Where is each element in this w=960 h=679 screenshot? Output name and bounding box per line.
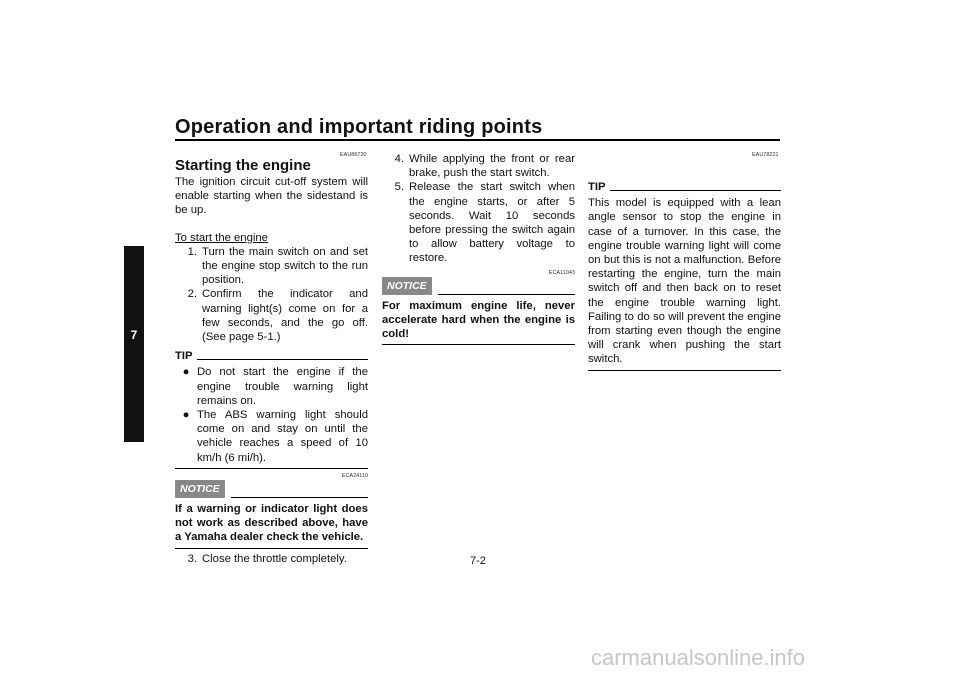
tip-end-rule — [175, 468, 368, 469]
column-2 — [382, 152, 575, 345]
tip-code: EAU78221 — [752, 152, 779, 158]
notice-code: ECA24110 — [341, 472, 368, 479]
header-rule — [175, 139, 780, 141]
step-text: Close the throttle completely. — [202, 552, 347, 565]
watermark: carmanualsonline.info — [591, 645, 806, 670]
notice-text: For maximum engine life, never accelerate hard when the engine is cold! — [382, 299, 575, 341]
tip-text: This model is equipped with a lean angle sensor to stop the engine in case of a turnover. In this case, the engine trouble warning light will come on but this is not a malfunction. Before restarting the engine, turn the main switch off and then back on to reset the engine trouble warning light. Failing to do so will prevent the engine from starting even though the engine will crank when pushing the start switch. — [588, 197, 781, 366]
tip-bullet-text: The ABS warning light should come on and stay on until the vehicle reaches a speed of 10 km/h (6 mi/h). — [197, 409, 368, 464]
section-title: Starting the engine — [175, 157, 311, 174]
notice-rule — [231, 497, 368, 498]
tip-label: TIP — [588, 181, 606, 193]
step-text: Confirm the indicator and warning light(s) come on for a few seconds, and the go off. (See page 5-1.) — [202, 288, 368, 344]
step-text: Turn the main switch on and set the engine stop switch to the run position. — [202, 245, 368, 287]
step-number: 5. — [394, 181, 404, 194]
notice-heading — [175, 480, 368, 498]
tip-rule — [610, 190, 781, 191]
step-item — [382, 152, 575, 180]
step-number: 4. — [394, 153, 404, 165]
tip-end-rule — [588, 370, 781, 371]
chapter-tab: 7 — [124, 246, 144, 442]
notice-badge: NOTICE — [382, 277, 432, 295]
tip-rule — [197, 359, 368, 360]
step-item — [175, 245, 368, 288]
step-item — [175, 552, 368, 566]
step-item — [382, 180, 575, 265]
notice-text: If a warning or indicator light does not work as described above, have a Yamaha dealer check the vehicle. — [175, 503, 368, 544]
step-number: 3. — [187, 552, 197, 565]
notice-rule — [438, 294, 575, 295]
step-item — [175, 287, 368, 344]
tip-bullet — [175, 408, 368, 465]
tip-heading — [175, 349, 368, 363]
section-code: EAU86720 — [340, 152, 367, 158]
intro-paragraph: The ignition circuit cut-off system will enable starting when the sidestand is be up. — [175, 176, 368, 217]
page-header-title: Operation and important riding points — [175, 116, 543, 138]
step-text: While applying the front or rear brake, push the start switch. — [409, 153, 575, 180]
notice-end-rule — [175, 548, 368, 549]
subheading: To start the engine — [175, 231, 268, 244]
tip-bullet-text: Do not start the engine if the engine trouble warning light remains on. — [197, 366, 368, 407]
bullet-icon: ● — [182, 366, 190, 379]
page-number: 7-2 — [470, 555, 486, 567]
step-text: Release the start switch when the engine starts, or after 5 seconds. Wait 10 seconds before pressing the switch again to allow battery voltage to restore. — [409, 181, 575, 265]
column-1 — [175, 175, 368, 566]
step-number: 2. — [187, 288, 197, 301]
notice-heading — [382, 277, 575, 295]
notice-end-rule — [382, 344, 575, 345]
notice-code: ECA11043 — [548, 269, 575, 276]
notice-badge: NOTICE — [175, 480, 225, 498]
column-3 — [588, 180, 781, 371]
tip-bullet — [175, 365, 368, 408]
step-number: 1. — [187, 245, 197, 258]
bullet-icon: ● — [182, 409, 190, 422]
tip-label: TIP — [175, 350, 193, 363]
tip-heading — [588, 180, 781, 194]
